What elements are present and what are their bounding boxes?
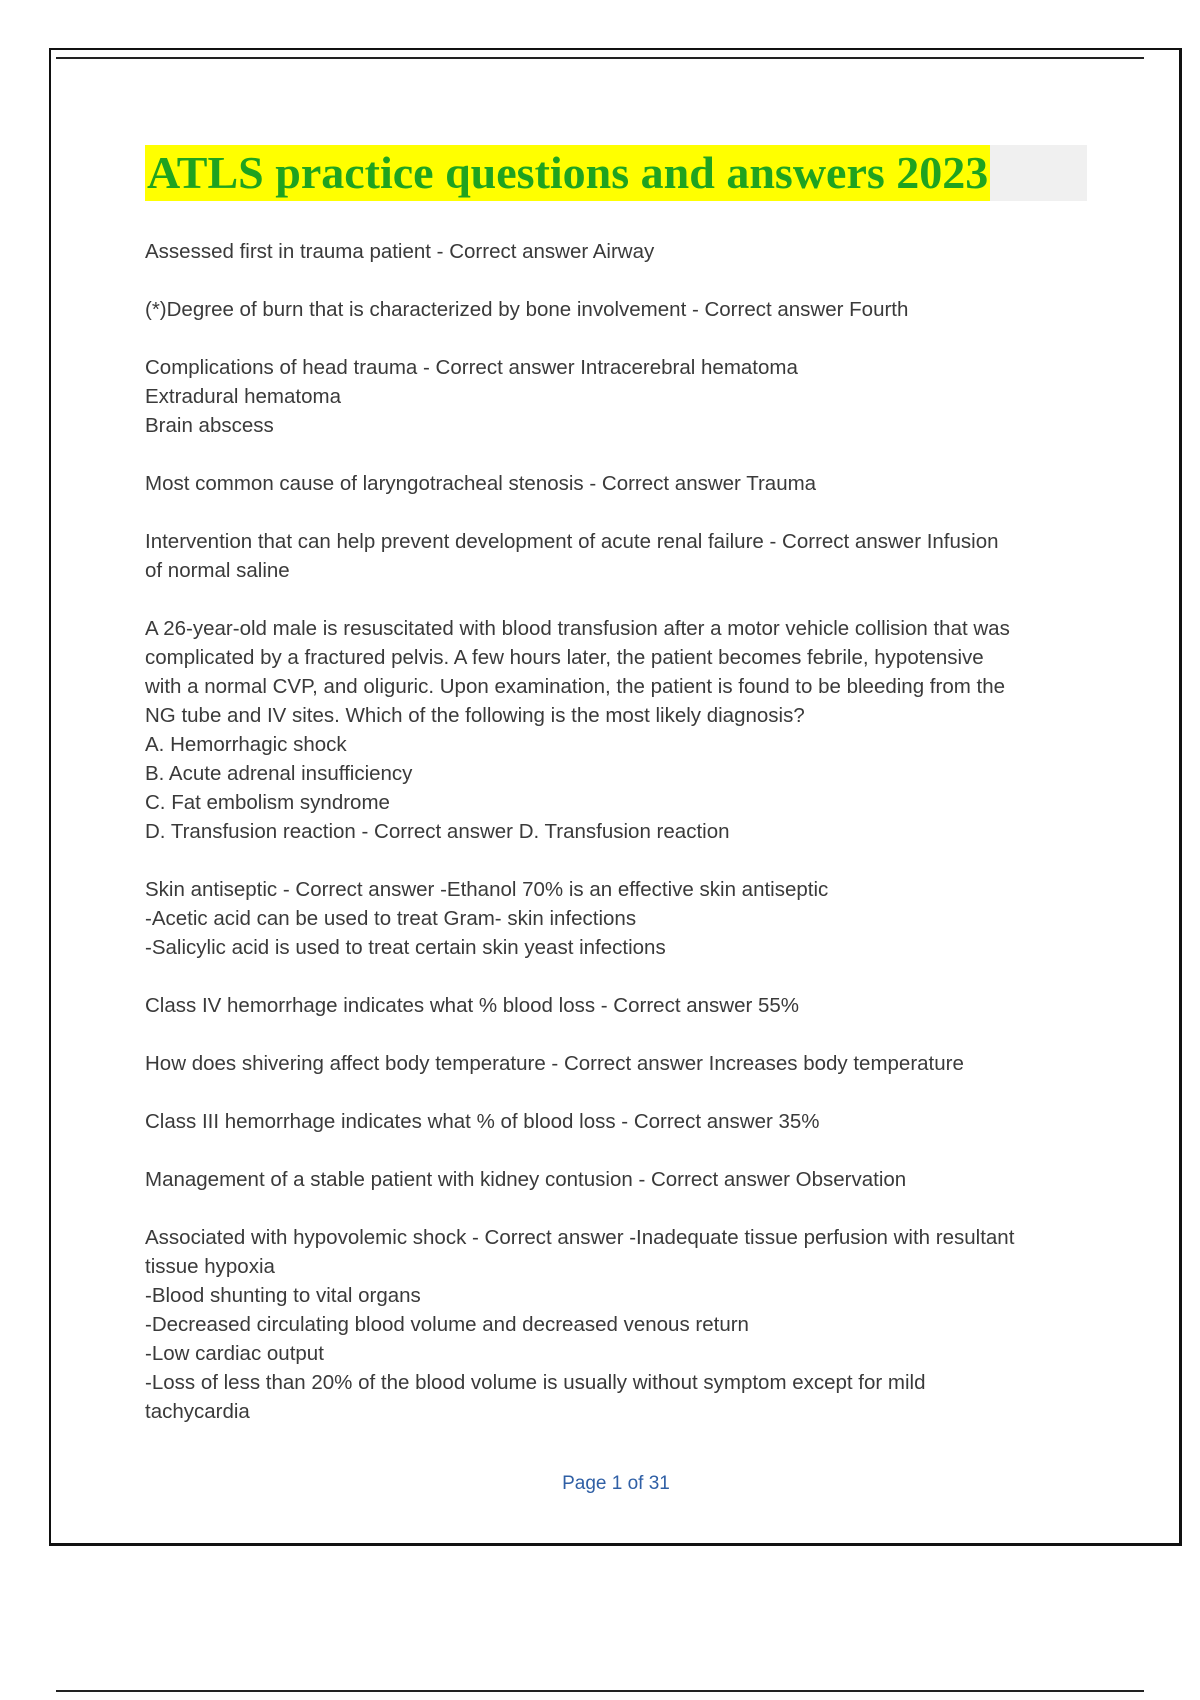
question-list	[145, 237, 1095, 1455]
qa-line: B. Acute adrenal insufficiency	[145, 762, 413, 785]
qa-line: C. Fat embolism syndrome	[145, 791, 390, 814]
qa-line: (*)Degree of burn that is characterized by bone involvement - Correct answer Fourth	[145, 298, 909, 321]
qa-line: -Decreased circulating blood volume and decreased venous return	[145, 1313, 749, 1336]
qa-line: NG tube and IV sites. Which of the following is the most likely diagnosis?	[145, 704, 805, 727]
qa-entry	[145, 295, 1095, 324]
qa-line: A. Hemorrhagic shock	[145, 733, 347, 756]
qa-line: -Acetic acid can be used to treat Gram- skin infections	[145, 907, 637, 930]
qa-line: -Salicylic acid is used to treat certain skin yeast infections	[145, 936, 666, 959]
qa-line: Management of a stable patient with kidney contusion - Correct answer Observation	[145, 1168, 907, 1191]
qa-line: Assessed first in trauma patient - Correct answer Airway	[145, 240, 655, 263]
qa-entry	[145, 469, 1095, 498]
top-rule	[56, 57, 1144, 59]
qa-line: Class IV hemorrhage indicates what % blood loss - Correct answer 55%	[145, 994, 800, 1017]
qa-entry	[145, 875, 1095, 962]
qa-line: complicated by a fractured pelvis. A few hours later, the patient becomes febrile, hypotensive	[145, 646, 984, 669]
qa-line: D. Transfusion reaction - Correct answer D. Transfusion reaction	[145, 820, 730, 843]
qa-line: Extradural hematoma	[145, 385, 341, 408]
qa-line: -Low cardiac output	[145, 1342, 324, 1365]
qa-line: tachycardia	[145, 1400, 250, 1423]
qa-line: Brain abscess	[145, 414, 274, 437]
qa-line: Associated with hypovolemic shock - Correct answer -Inadequate tissue perfusion with resultant	[145, 1226, 1015, 1249]
page-number: Page 1 of 31	[562, 1473, 670, 1494]
qa-entry	[145, 1223, 1095, 1426]
qa-line: Skin antiseptic - Correct answer -Ethanol 70% is an effective skin antiseptic	[145, 878, 829, 901]
document-title: ATLS practice questions and answers 2023	[145, 145, 990, 201]
qa-entry	[145, 614, 1095, 846]
qa-entry	[145, 1165, 1095, 1194]
qa-entry	[145, 1049, 1095, 1078]
qa-entry	[145, 353, 1095, 440]
qa-entry	[145, 237, 1095, 266]
qa-line: Intervention that can help prevent development of acute renal failure - Correct answer Infusion	[145, 530, 999, 553]
qa-line: Complications of head trauma - Correct answer Intracerebral hematoma	[145, 356, 798, 379]
qa-line: -Blood shunting to vital organs	[145, 1284, 421, 1307]
bottom-rule	[56, 1690, 1144, 1692]
qa-line: How does shivering affect body temperature - Correct answer Increases body temperature	[145, 1052, 964, 1075]
qa-line: with a normal CVP, and oliguric. Upon examination, the patient is found to be bleeding from the	[145, 675, 1005, 698]
qa-line: A 26-year-old male is resuscitated with blood transfusion after a motor vehicle collision that was	[145, 617, 1010, 640]
qa-entry	[145, 527, 1095, 585]
qa-line: Most common cause of laryngotracheal stenosis - Correct answer Trauma	[145, 472, 817, 495]
qa-line: -Loss of less than 20% of the blood volume is usually without symptom except for mild	[145, 1371, 926, 1394]
qa-entry	[145, 1107, 1095, 1136]
qa-entry	[145, 991, 1095, 1020]
qa-line: Class III hemorrhage indicates what % of blood loss - Correct answer 35%	[145, 1110, 820, 1133]
qa-line: tissue hypoxia	[145, 1255, 275, 1278]
qa-line: of normal saline	[145, 559, 290, 582]
